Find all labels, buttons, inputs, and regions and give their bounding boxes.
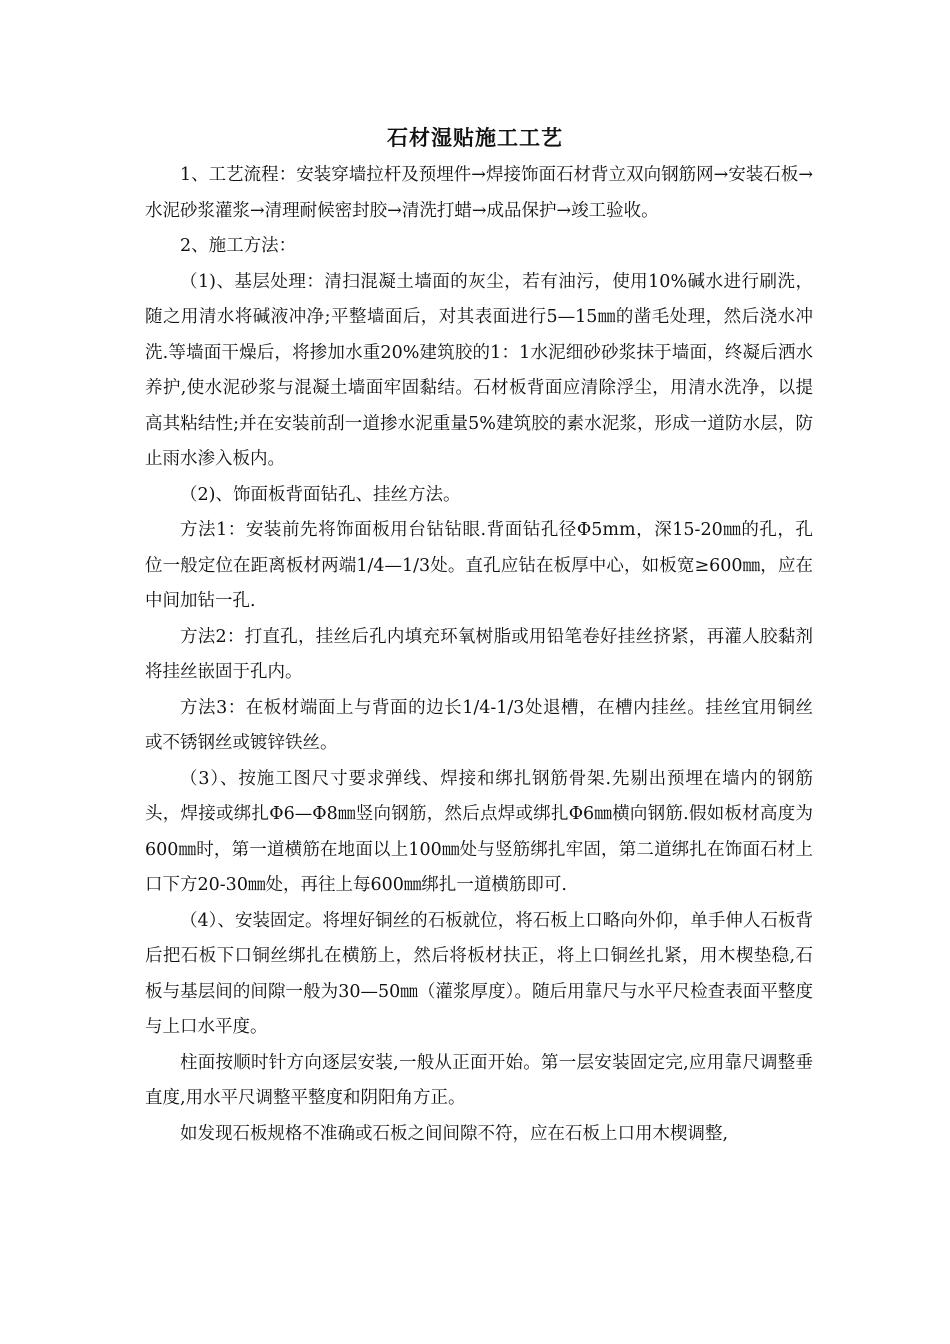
paragraph-method-3: 方法3：在板材端面上与背面的边长1/4-1/3处退槽，在槽内挂丝。挂丝宜用铜丝或不锈钢丝或镀锌铁丝。 [145, 697, 813, 753]
document-body [145, 158, 813, 1152]
paragraph-construction-method-heading: 2、施工方法： [180, 236, 297, 256]
paragraph-drilling-heading: （2)、饰面板背面钻孔、挂丝方法。 [180, 484, 461, 505]
paragraph-method-2: 方法2：打直孔，挂丝后孔内填充环氧树脂或用铅笔卷好挂丝挤紧，再灌人胶黏剂将挂丝嵌固于孔内。 [145, 626, 813, 682]
paragraph-adjustment: 如发现石板规格不准确或石板之间间隙不符，应在石板上口用木楔调整, [180, 1123, 729, 1144]
paragraph-base-treatment: （1)、基层处理：清扫混凝土墙面的灰尘，若有油污，使用10%碱水进行刷洗，随之用清水将碱液冲净;平整墙面后，对其表面进行5—15㎜的凿毛处理，然后浇水冲洗.等墙面干燥后，将掺加水重20%建筑胶的1：1水泥细砂砂浆抹于墙面，终凝后洒水养护,使水泥砂浆与混凝土墙面牢固黏结。石材板背面应清除浮尘，用清水洗净，以提高其粘结性;并在安装前刮一道掺水泥重量5%建筑胶的素水泥浆，形成一道防水层，防止雨水渗入板内。 [145, 271, 813, 469]
paragraph-column-installation: 柱面按顺时针方向逐层安装,一般从正面开始。第一层安装固定完,应用靠尺调整垂直度,用水平尺调整平整度和阴阳角方正。 [145, 1052, 813, 1108]
paragraph-rebar-frame: （3）、按施工图尺寸要求弹线、焊接和绑扎钢筋骨架.先剔出预埋在墙内的钢筋头，焊接或绑扎Φ6—Φ8㎜竖向钢筋，然后点焊或绑扎Φ6㎜横向钢筋.假如板材高度为600㎜时，第一道横筋在地面以上100㎜处与竖筋绑扎牢固，第二道绑扎在饰面石材上口下方20-30㎜处，再往上每600㎜绑扎一道横筋即可. [145, 768, 813, 895]
document-title: 石材湿贴施工工艺 [387, 125, 563, 150]
paragraph-method-1: 方法1：安装前先将饰面板用台钻钻眼.背面钻孔径Φ5mm，深15-20㎜的孔，孔位一般定位在距离板材两端1/4—1/3处。直孔应钻在板厚中心，如板宽≥600㎜，应在中间加钻一孔. [145, 520, 813, 611]
paragraph-installation-fixing: （4）、安装固定。将埋好铜丝的石板就位，将石板上口略向外仰，单手伸人石板背后把石板下口铜丝绑扎在横筋上，然后将板材扶正，将上口铜丝扎紧，用木楔垫稳,石板与基层间的间隙一般为30—50㎜（灌浆厚度）。随后用靠尺与水平尺检查表面平整度与上口水平度。 [145, 910, 813, 1037]
paragraph-process-flow: 1、工艺流程：安装穿墙拉杆及预埋件→焊接饰面石材背立双向钢筋网→安装石板→水泥砂浆灌浆→清理耐候密封胶→清洗打蜡→成品保护→竣工验收。 [145, 165, 813, 221]
